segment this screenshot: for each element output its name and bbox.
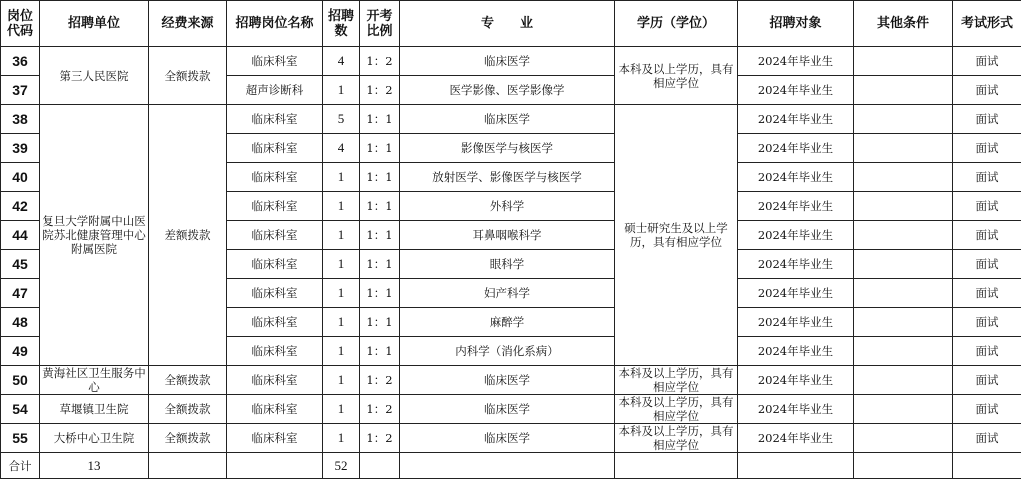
table-row <box>1 47 1021 76</box>
position-name: 临床科室 <box>227 308 323 337</box>
other-conditions <box>854 366 953 395</box>
empty-cell <box>360 453 400 479</box>
position-name: 临床科室 <box>227 47 323 76</box>
exam-ratio: 1：2 <box>360 366 400 395</box>
exam-ratio: 1：1 <box>360 279 400 308</box>
other-conditions <box>854 279 953 308</box>
header-ratio: 开考比例 <box>360 1 400 47</box>
exam-ratio: 1：1 <box>360 192 400 221</box>
position-name: 临床科室 <box>227 279 323 308</box>
header-row <box>1 1 1021 47</box>
target: 2024年毕业生 <box>738 134 854 163</box>
target: 2024年毕业生 <box>738 76 854 105</box>
table-body <box>1 47 1021 479</box>
exam-form: 面试 <box>953 105 1021 134</box>
hire-count: 1 <box>323 192 360 221</box>
target: 2024年毕业生 <box>738 424 854 453</box>
other-conditions <box>854 221 953 250</box>
position-code: 47 <box>1 279 40 308</box>
exam-form: 面试 <box>953 366 1021 395</box>
position-name: 临床科室 <box>227 134 323 163</box>
header-unit: 招聘单位 <box>40 1 149 47</box>
other-conditions <box>854 337 953 366</box>
position-name: 临床科室 <box>227 192 323 221</box>
hire-count: 1 <box>323 395 360 424</box>
target: 2024年毕业生 <box>738 192 854 221</box>
header-code: 岗位代码 <box>1 1 40 47</box>
position-code: 37 <box>1 76 40 105</box>
empty-cell <box>149 453 227 479</box>
funding-source: 全额拨款 <box>149 366 227 395</box>
hire-count: 1 <box>323 76 360 105</box>
major: 内科学（消化系病） <box>400 337 615 366</box>
position-code: 40 <box>1 163 40 192</box>
table-row <box>1 366 1021 395</box>
position-code: 44 <box>1 221 40 250</box>
exam-ratio: 1：1 <box>360 337 400 366</box>
hire-count: 1 <box>323 366 360 395</box>
hire-count: 4 <box>323 134 360 163</box>
education: 本科及以上学历，具有相应学位 <box>615 366 738 395</box>
exam-form: 面试 <box>953 395 1021 424</box>
exam-ratio: 1：1 <box>360 308 400 337</box>
education: 本科及以上学历，具有相应学位 <box>615 424 738 453</box>
empty-cell <box>400 453 615 479</box>
exam-ratio: 1：1 <box>360 105 400 134</box>
exam-form: 面试 <box>953 163 1021 192</box>
hire-count: 1 <box>323 424 360 453</box>
exam-form: 面试 <box>953 250 1021 279</box>
other-conditions <box>854 134 953 163</box>
exam-ratio: 1：1 <box>360 163 400 192</box>
header-other: 其他条件 <box>854 1 953 47</box>
exam-ratio: 1：1 <box>360 221 400 250</box>
position-code: 39 <box>1 134 40 163</box>
major: 妇产科学 <box>400 279 615 308</box>
table-row <box>1 424 1021 453</box>
hire-count: 5 <box>323 105 360 134</box>
position-name: 临床科室 <box>227 395 323 424</box>
recruiting-unit: 大桥中心卫生院 <box>40 424 149 453</box>
position-name: 临床科室 <box>227 105 323 134</box>
major: 临床医学 <box>400 424 615 453</box>
position-name: 临床科室 <box>227 337 323 366</box>
header-target: 招聘对象 <box>738 1 854 47</box>
header-major: 专 业 <box>400 1 615 47</box>
education: 本科及以上学历，具有相应学位 <box>615 47 738 105</box>
position-name: 超声诊断科 <box>227 76 323 105</box>
other-conditions <box>854 105 953 134</box>
table-row <box>1 395 1021 424</box>
position-name: 临床科室 <box>227 163 323 192</box>
total-units: 13 <box>40 453 149 479</box>
education: 硕士研究生及以上学历，具有相应学位 <box>615 105 738 366</box>
recruiting-unit: 黄海社区卫生服务中心 <box>40 366 149 395</box>
hire-count: 1 <box>323 279 360 308</box>
exam-form: 面试 <box>953 424 1021 453</box>
target: 2024年毕业生 <box>738 47 854 76</box>
table-row <box>1 105 1021 134</box>
position-name: 临床科室 <box>227 221 323 250</box>
total-count: 52 <box>323 453 360 479</box>
target: 2024年毕业生 <box>738 250 854 279</box>
other-conditions <box>854 163 953 192</box>
target: 2024年毕业生 <box>738 395 854 424</box>
major: 麻醉学 <box>400 308 615 337</box>
hire-count: 4 <box>323 47 360 76</box>
position-code: 49 <box>1 337 40 366</box>
target: 2024年毕业生 <box>738 163 854 192</box>
position-code: 45 <box>1 250 40 279</box>
exam-form: 面试 <box>953 192 1021 221</box>
exam-form: 面试 <box>953 76 1021 105</box>
other-conditions <box>854 308 953 337</box>
exam-form: 面试 <box>953 337 1021 366</box>
position-name: 临床科室 <box>227 366 323 395</box>
other-conditions <box>854 395 953 424</box>
major: 临床医学 <box>400 395 615 424</box>
exam-form: 面试 <box>953 134 1021 163</box>
total-row <box>1 453 1021 479</box>
hire-count: 1 <box>323 163 360 192</box>
exam-ratio: 1：2 <box>360 395 400 424</box>
position-name: 临床科室 <box>227 250 323 279</box>
major: 影像医学与核医学 <box>400 134 615 163</box>
position-code: 42 <box>1 192 40 221</box>
other-conditions <box>854 76 953 105</box>
hire-count: 1 <box>323 221 360 250</box>
recruiting-unit: 第三人民医院 <box>40 47 149 105</box>
empty-cell <box>854 453 953 479</box>
header-funding: 经费来源 <box>149 1 227 47</box>
position-name: 临床科室 <box>227 424 323 453</box>
other-conditions <box>854 250 953 279</box>
funding-source: 全额拨款 <box>149 395 227 424</box>
recruiting-unit: 草堰镇卫生院 <box>40 395 149 424</box>
empty-cell <box>953 453 1021 479</box>
position-code: 36 <box>1 47 40 76</box>
major: 耳鼻咽喉科学 <box>400 221 615 250</box>
empty-cell <box>615 453 738 479</box>
position-code: 54 <box>1 395 40 424</box>
exam-form: 面试 <box>953 47 1021 76</box>
hire-count: 1 <box>323 308 360 337</box>
recruiting-unit: 复旦大学附属中山医院苏北健康管理中心附属医院 <box>40 105 149 366</box>
major: 临床医学 <box>400 47 615 76</box>
header-education: 学历（学位） <box>615 1 738 47</box>
education: 本科及以上学历，具有相应学位 <box>615 395 738 424</box>
funding-source: 差额拨款 <box>149 105 227 366</box>
target: 2024年毕业生 <box>738 337 854 366</box>
exam-form: 面试 <box>953 221 1021 250</box>
target: 2024年毕业生 <box>738 308 854 337</box>
position-code: 50 <box>1 366 40 395</box>
exam-form: 面试 <box>953 308 1021 337</box>
other-conditions <box>854 424 953 453</box>
target: 2024年毕业生 <box>738 366 854 395</box>
exam-ratio: 1：2 <box>360 424 400 453</box>
major: 临床医学 <box>400 366 615 395</box>
header-count: 招聘数 <box>323 1 360 47</box>
header-exam: 考试形式 <box>953 1 1021 47</box>
funding-source: 全额拨款 <box>149 47 227 105</box>
exam-ratio: 1：2 <box>360 76 400 105</box>
funding-source: 全额拨款 <box>149 424 227 453</box>
position-code: 48 <box>1 308 40 337</box>
target: 2024年毕业生 <box>738 221 854 250</box>
major: 外科学 <box>400 192 615 221</box>
target: 2024年毕业生 <box>738 279 854 308</box>
major: 放射医学、影像医学与核医学 <box>400 163 615 192</box>
target: 2024年毕业生 <box>738 105 854 134</box>
exam-form: 面试 <box>953 279 1021 308</box>
empty-cell <box>738 453 854 479</box>
empty-cell <box>227 453 323 479</box>
position-code: 38 <box>1 105 40 134</box>
position-code: 55 <box>1 424 40 453</box>
exam-ratio: 1：1 <box>360 250 400 279</box>
hire-count: 1 <box>323 250 360 279</box>
exam-ratio: 1：2 <box>360 47 400 76</box>
major: 眼科学 <box>400 250 615 279</box>
exam-ratio: 1：1 <box>360 134 400 163</box>
hire-count: 1 <box>323 337 360 366</box>
other-conditions <box>854 192 953 221</box>
major: 临床医学 <box>400 105 615 134</box>
header-position: 招聘岗位名称 <box>227 1 323 47</box>
total-label: 合计 <box>1 453 40 479</box>
major: 医学影像、医学影像学 <box>400 76 615 105</box>
other-conditions <box>854 47 953 76</box>
